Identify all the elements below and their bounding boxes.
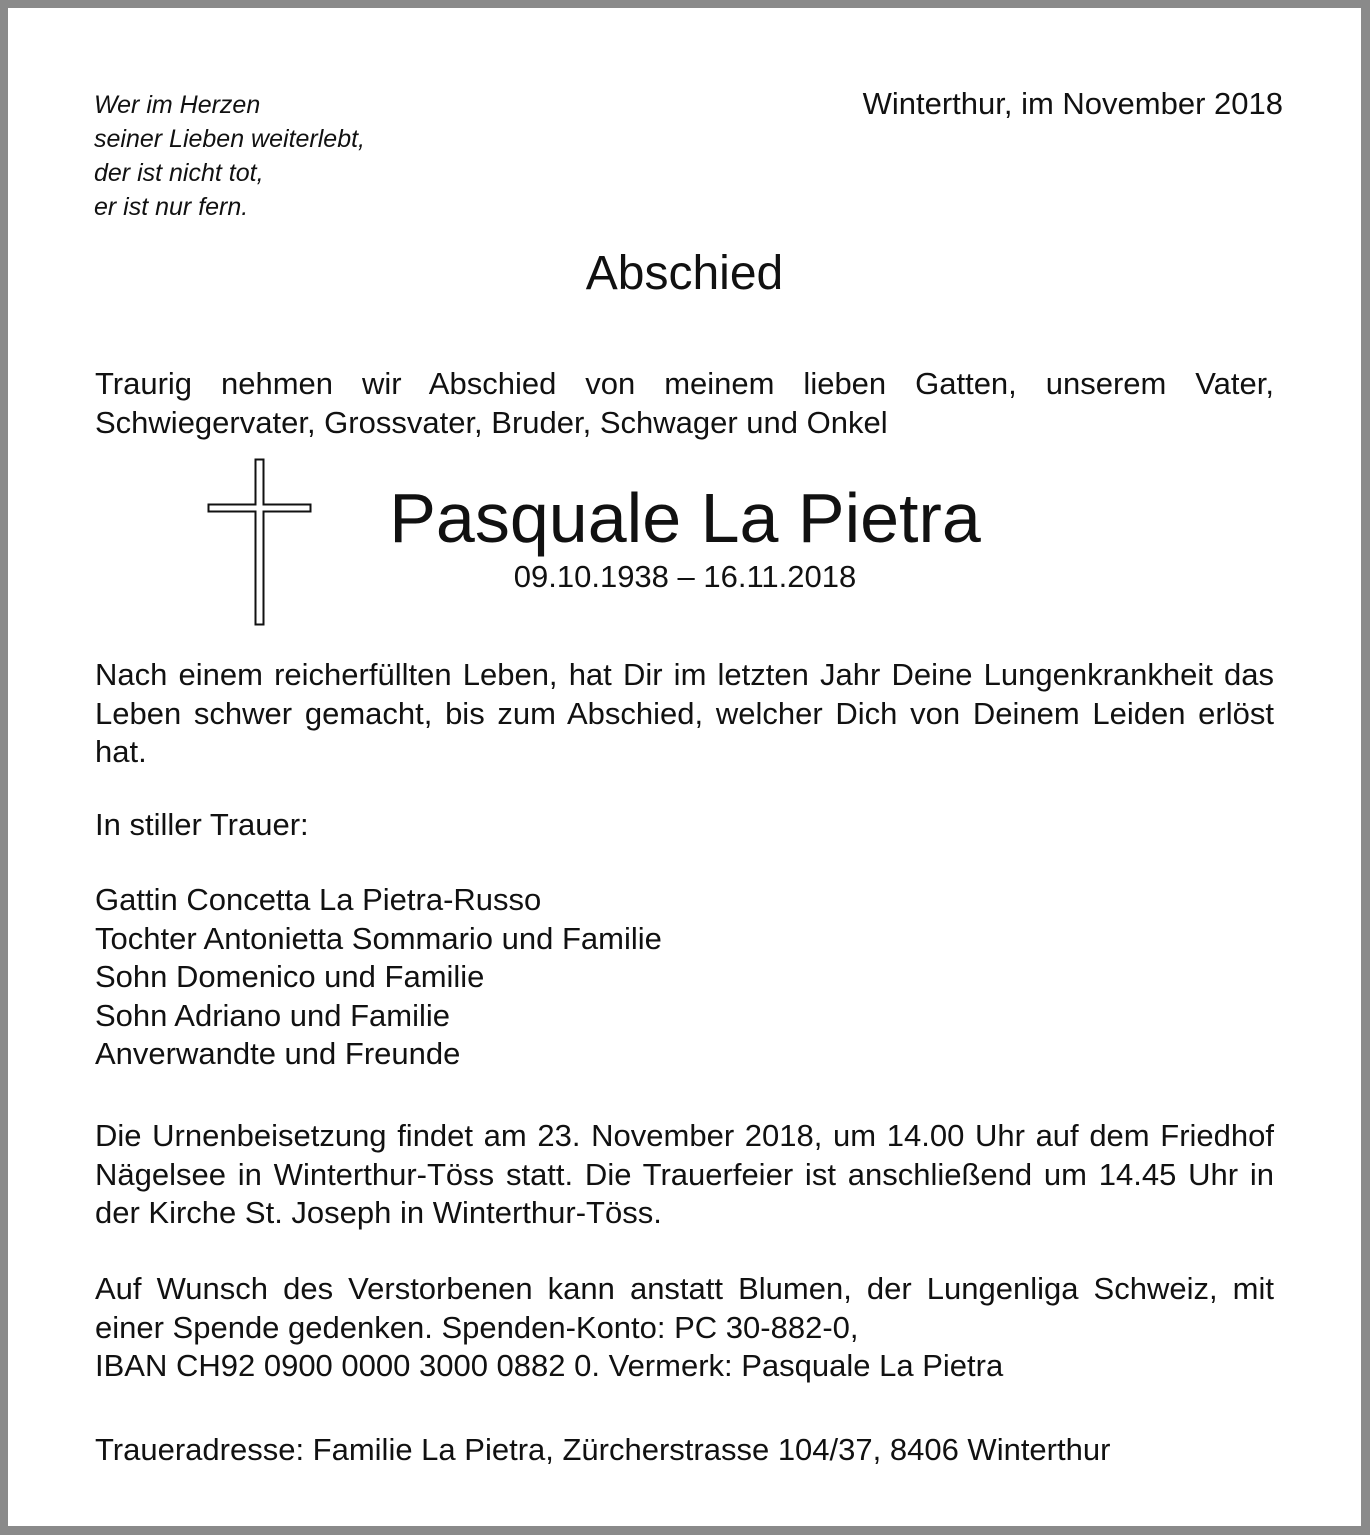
donation-block [95, 1270, 1274, 1386]
heading: Abschied [585, 247, 784, 300]
place-date: Winterthur, im November 2018 [862, 86, 1283, 121]
ceremony-text: Die Urnenbeisetzung findet am 23. November 2018, um 14.00 Uhr auf dem Friedhof Nägelsee in Winterthur-Töss statt. Die Trauerfeier ist anschließend um 14.45 Uhr in der Kirche St. Joseph in Winterthur-Töss. [95, 1118, 1274, 1230]
deceased-name: Pasquale La Pietra [389, 479, 981, 557]
intro-text: Traurig nehmen wir Abschied von meinem lieben Gatten, unserem Vater, Schwiegervater, Grossvater, Bruder, Schwager und Onkel [95, 366, 1274, 440]
life-text: Nach einem reicherfüllten Leben, hat Dir im letzten Jahr Deine Lungenkrankheit das Leben schwer gemacht, bis zum Abschied, welcher Dich von Deinem Leiden erlöst hat. [95, 657, 1274, 769]
family-member: Sohn Adriano und Familie [95, 997, 451, 1033]
family-member: Sohn Domenico und Familie [95, 959, 485, 994]
quote-line: Wer im Herzen [94, 91, 261, 119]
mourning-label: In stiller Trauer: [95, 807, 309, 842]
quote-line: der ist nicht tot, [94, 159, 264, 187]
quote-line: er ist nur fern. [94, 193, 249, 221]
life-dates: 09.10.1938 – 16.11.2018 [513, 559, 857, 594]
memorial-quote [94, 88, 365, 224]
obituary-card [8, 8, 1361, 1526]
donation-text: Auf Wunsch des Verstorbenen kann anstatt Blumen, der Lungenliga Schweiz, mit einer Spende gedenken. Spenden-Konto: PC 30-882-0, [95, 1271, 1274, 1345]
donation-iban: IBAN CH92 0900 0000 3000 0882 0. Vermerk: Pasquale La Pietra [95, 1348, 1004, 1383]
mourning-address: Traueradresse: Familie La Pietra, Zürcherstrasse 104/37, 8406 Winterthur [95, 1432, 1111, 1467]
family-list [95, 881, 1274, 1074]
family-member: Gattin Concetta La Pietra-Russo [95, 882, 542, 917]
family-member: Tochter Antonietta Sommario und Familie [95, 920, 662, 956]
quote-line: seiner Lieben weiterlebt, [94, 125, 365, 153]
family-member: Anverwandte und Freunde [95, 1036, 461, 1071]
